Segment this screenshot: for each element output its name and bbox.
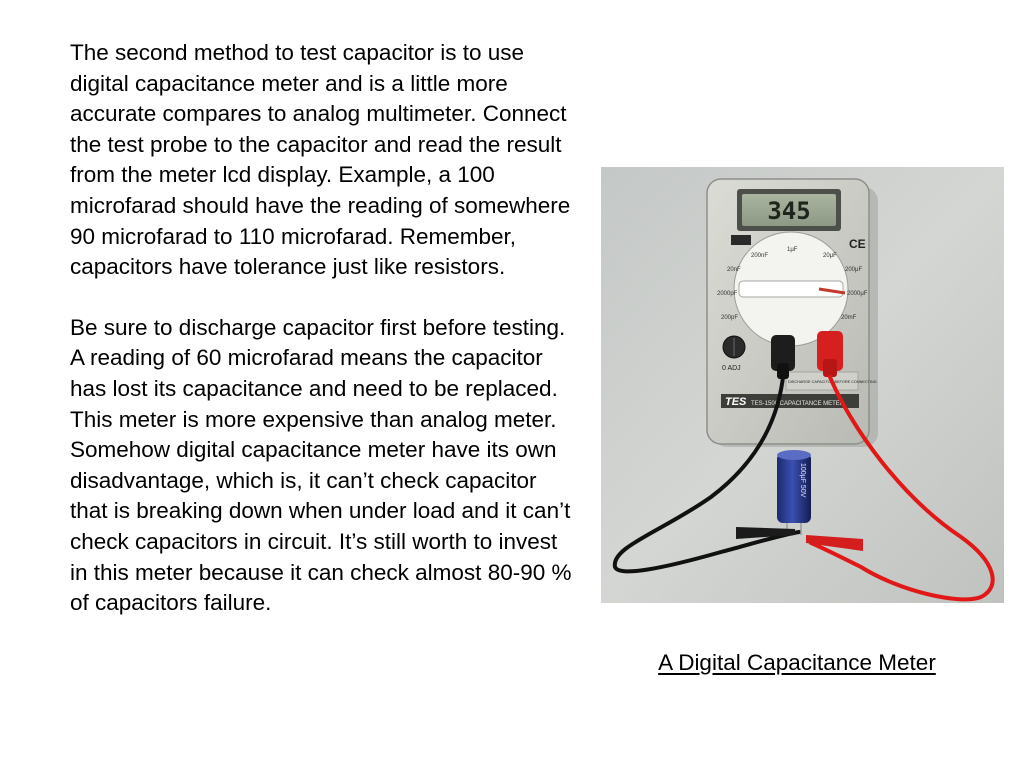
- brand-logo: TES: [725, 396, 747, 408]
- zero-adjust-label: 0 ADJ: [722, 365, 741, 372]
- body-text: [70, 38, 575, 619]
- dial-label: 200nF: [751, 253, 769, 259]
- dial-label: 20mF: [841, 315, 857, 321]
- warning-label: DISCHARGE CAPACITOR BEFORE CONNECTING: [788, 380, 877, 384]
- dial-label: 20nF: [727, 267, 741, 273]
- capacitor-label: 100μF 50V: [799, 463, 806, 498]
- photo-caption: A Digital Capacitance Meter: [658, 650, 936, 675]
- dial-label: 200pF: [721, 315, 739, 321]
- capacitance-meter-photo: [601, 167, 1004, 603]
- dial-label: 200μF: [845, 267, 863, 273]
- meter-illustration: [601, 167, 1004, 603]
- paragraph-method: The second method to test capacitor is to use digital capacitance meter and is a little more accurate compares to analog multimeter. Connect the test probe to the capacitor and read the result from the meter lcd display. Example, a 100 microfarad should have the reading of somewhere 90 microfarad to 110 microfarad. Remember, capacitors have tolerance just like resistors.: [70, 40, 571, 280]
- model-label: TES-1500 CAPACITANCE METER: [751, 401, 845, 407]
- lcd-reading: 345: [767, 197, 811, 225]
- ce-mark: CE: [849, 237, 866, 251]
- paragraph-discharge: Be sure to discharge capacitor first before testing. A reading of 60 microfarad means the capacitor has lost its capacitance and need to be replaced. This meter is more expensive than analog meter. Somehow digital capacitance meter have its own disadvantage, which is, it can’t check capacitor that is breaking down when under load and it can’t check capacitors in circuit. It’s still worth to invest in this meter because it can check almost 80-90 % of capacitors failure.: [70, 314, 572, 616]
- dial-label: 1μF: [787, 247, 798, 253]
- dial-label: 2000pF: [717, 291, 738, 297]
- dial-label: 20μF: [823, 253, 837, 259]
- dial-label: 2000μF: [847, 291, 868, 297]
